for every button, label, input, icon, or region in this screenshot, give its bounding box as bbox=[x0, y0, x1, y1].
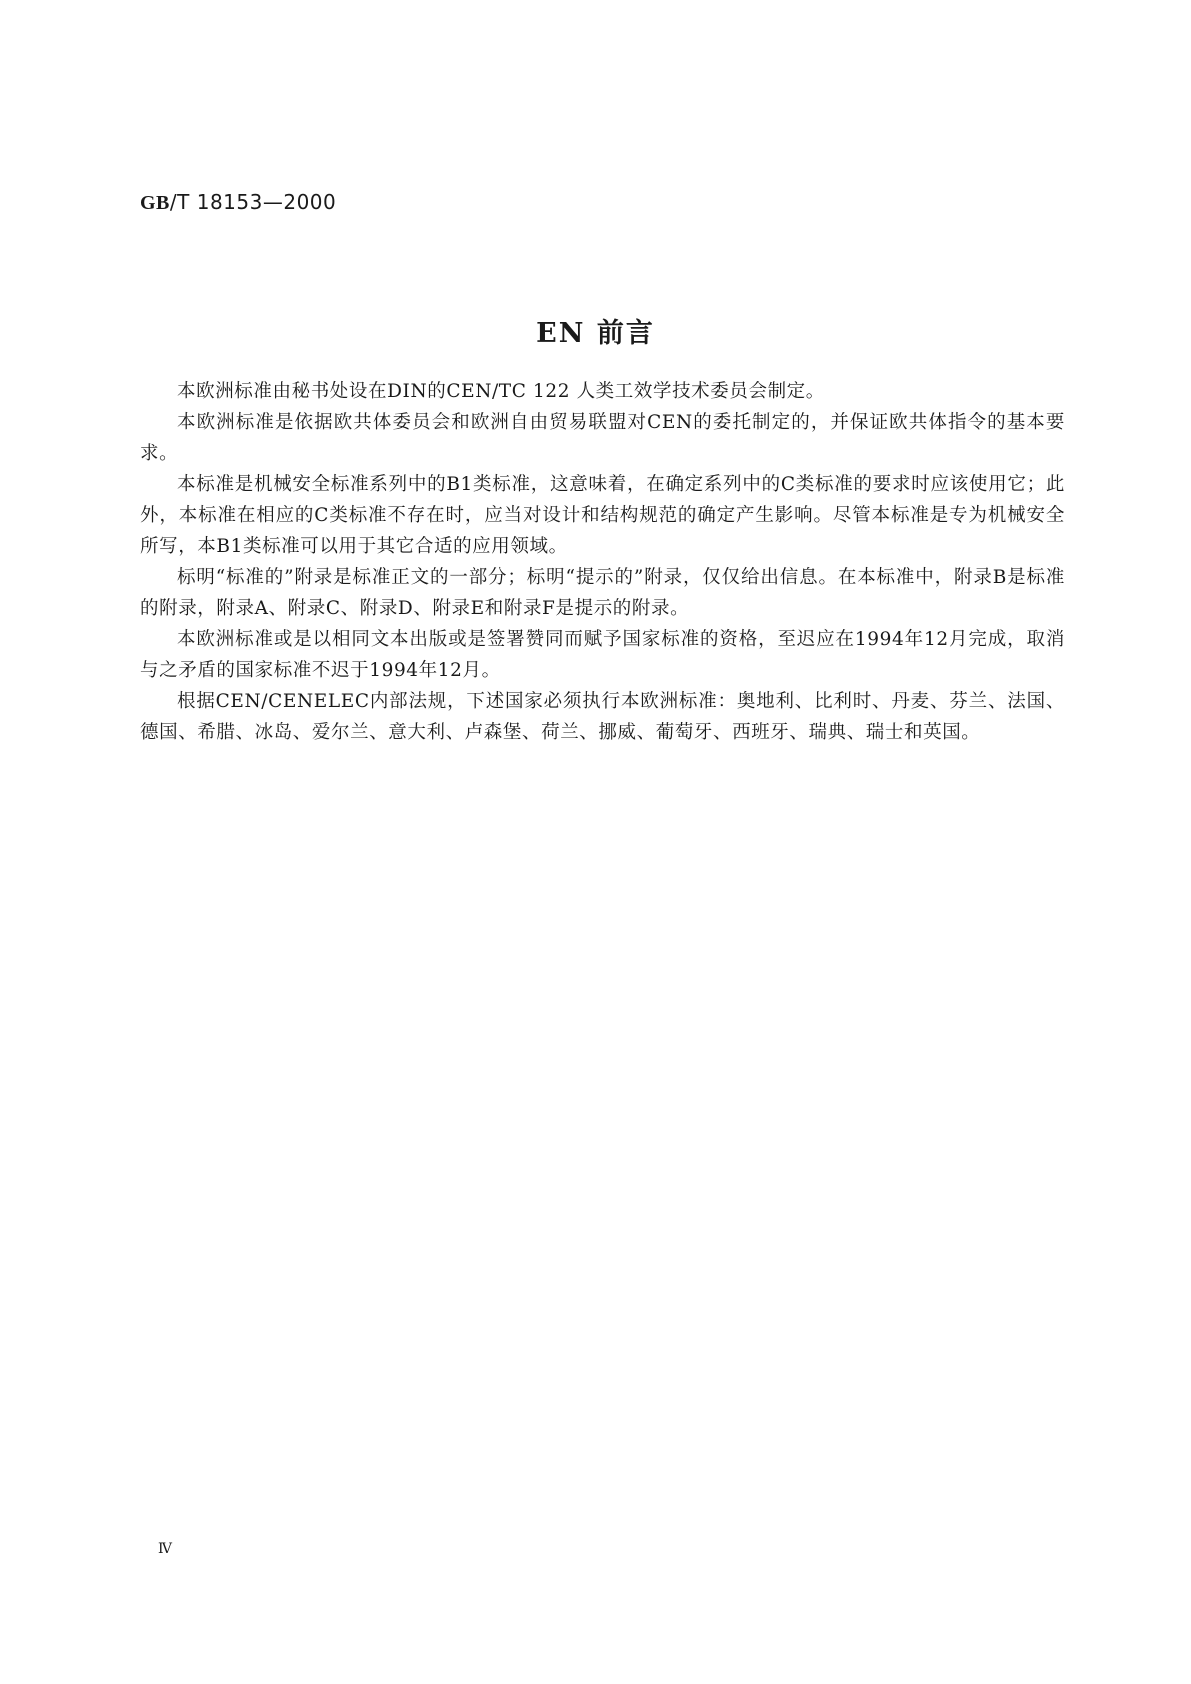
paragraph-2: 本欧洲标准是依据欧共体委员会和欧洲自由贸易联盟对CEN的委托制定的，并保证欧共体指令的基本要求。 bbox=[140, 412, 1065, 464]
standard-number: /T 18153—2000 bbox=[169, 190, 337, 214]
paragraph-5: 本欧洲标准或是以相同文本出版或是签署赞同而赋予国家标准的资格，至迟应在1994年12月完成，取消与之矛盾的国家标准不迟于1994年12月。 bbox=[140, 629, 1065, 681]
document-body bbox=[140, 376, 1065, 748]
page-title: EN 前言 bbox=[536, 318, 655, 349]
paragraph-4: 标明“标准的”附录是标准正文的一部分；标明“提示的”附录，仅仅给出信息。在本标准中，附录B是标准的附录，附录A、附录C、附录D、附录E和附录F是提示的附录。 bbox=[140, 567, 1065, 619]
paragraph-3: 本标准是机械安全标准系列中的B1类标准，这意味着，在确定系列中的C类标准的要求时应该使用它；此外，本标准在相应的C类标准不存在时，应当对设计和结构规范的确定产生影响。尽管本标准是专为机械安全所写，本B1类标准可以用于其它合适的应用领域。 bbox=[140, 474, 1065, 557]
standard-code bbox=[140, 190, 336, 215]
paragraph-6: 根据CEN/CENELEC内部法规，下述国家必须执行本欧洲标准：奥地利、比利时、丹麦、芬兰、法国、德国、希腊、冰岛、爱尔兰、意大利、卢森堡、荷兰、挪威、葡萄牙、西班牙、瑞典、瑞士和英国。 bbox=[140, 691, 1065, 743]
paragraph-1: 本欧洲标准由秘书处设在DIN的CEN/TC 122 人类工效学技术委员会制定。 bbox=[177, 381, 825, 402]
standard-prefix: GB bbox=[140, 192, 170, 214]
page-number: Ⅳ bbox=[158, 1542, 172, 1557]
